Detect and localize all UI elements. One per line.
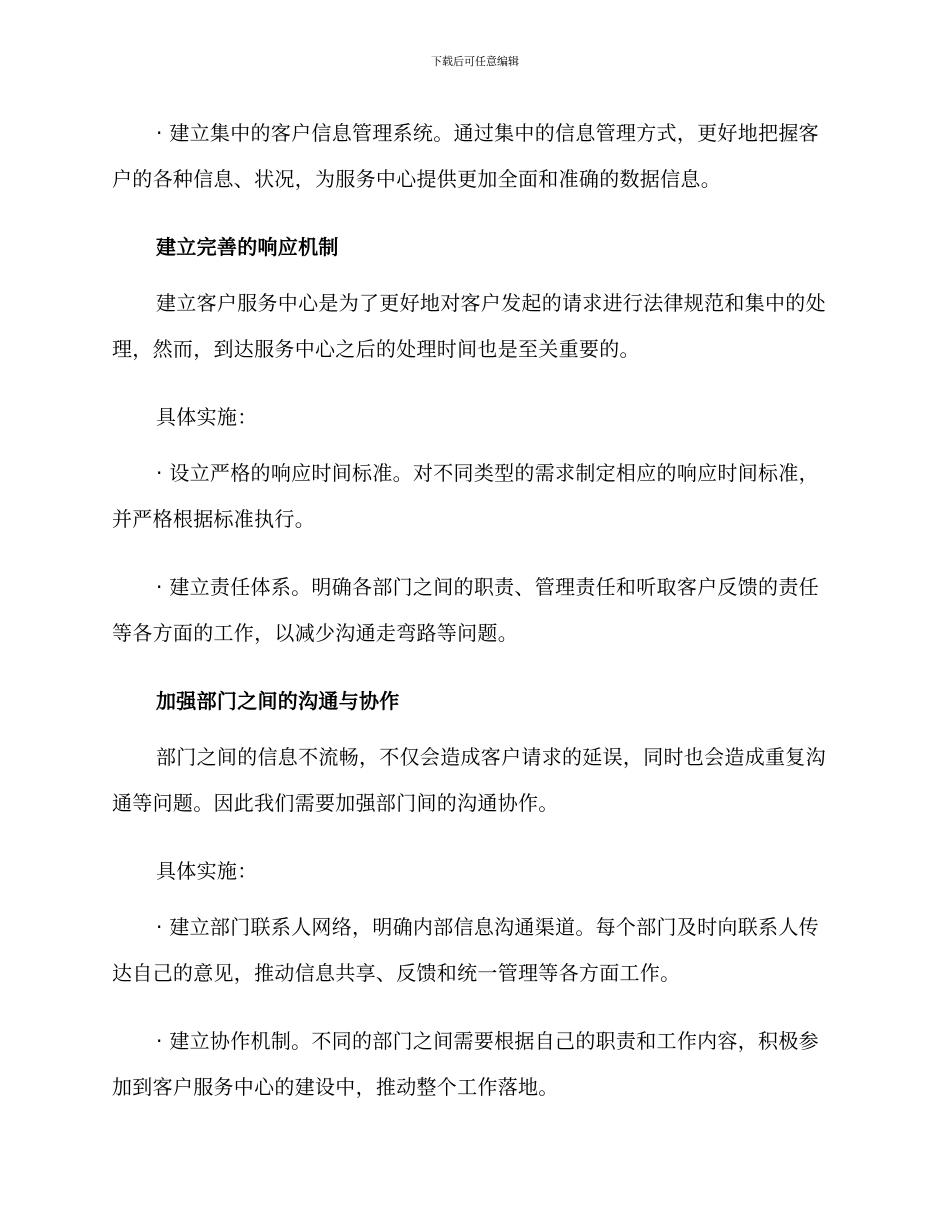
section-heading: 加强部门之间的沟通与协作 [156, 689, 400, 713]
body-paragraph: 具体实施： [156, 859, 258, 883]
bullet-paragraph: · 建立部门联系人网络，明确内部信息沟通渠道。每个部门及时向联系人传达自己的意见，推动信息共享、反馈和统一管理等各方面工作。 [112, 915, 819, 985]
document-body [112, 110, 832, 1132]
section-heading: 建立完善的响应机制 [156, 235, 339, 259]
bullet-paragraph: · 建立协作机制。不同的部门之间需要根据自己的职责和工作内容，积极参加到客户服务中心的建设中，推动整个工作落地。 [112, 1029, 819, 1099]
body-paragraph: 具体实施： [156, 405, 258, 429]
bullet-paragraph: · 建立责任体系。明确各部门之间的职责、管理责任和听取客户反馈的责任等各方面的工作，以减少沟通走弯路等问题。 [112, 575, 819, 645]
body-paragraph: 部门之间的信息不流畅，不仅会造成客户请求的延误，同时也会造成重复沟通等问题。因此我们需要加强部门间的沟通协作。 [112, 745, 826, 815]
bullet-paragraph: · 设立严格的响应时间标准。对不同类型的需求制定相应的响应时间标准，并严格根据标准执行。 [112, 461, 819, 531]
bullet-paragraph: · 建立集中的客户信息管理系统。通过集中的信息管理方式，更好地把握客户的各种信息、状况，为服务中心提供更加全面和准确的数据信息。 [112, 121, 819, 191]
running-header: 下载后可任意编辑 [431, 55, 519, 68]
body-paragraph: 建立客户服务中心是为了更好地对客户发起的请求进行法律规范和集中的处理，然而，到达服务中心之后的处理时间也是至关重要的。 [112, 291, 826, 361]
